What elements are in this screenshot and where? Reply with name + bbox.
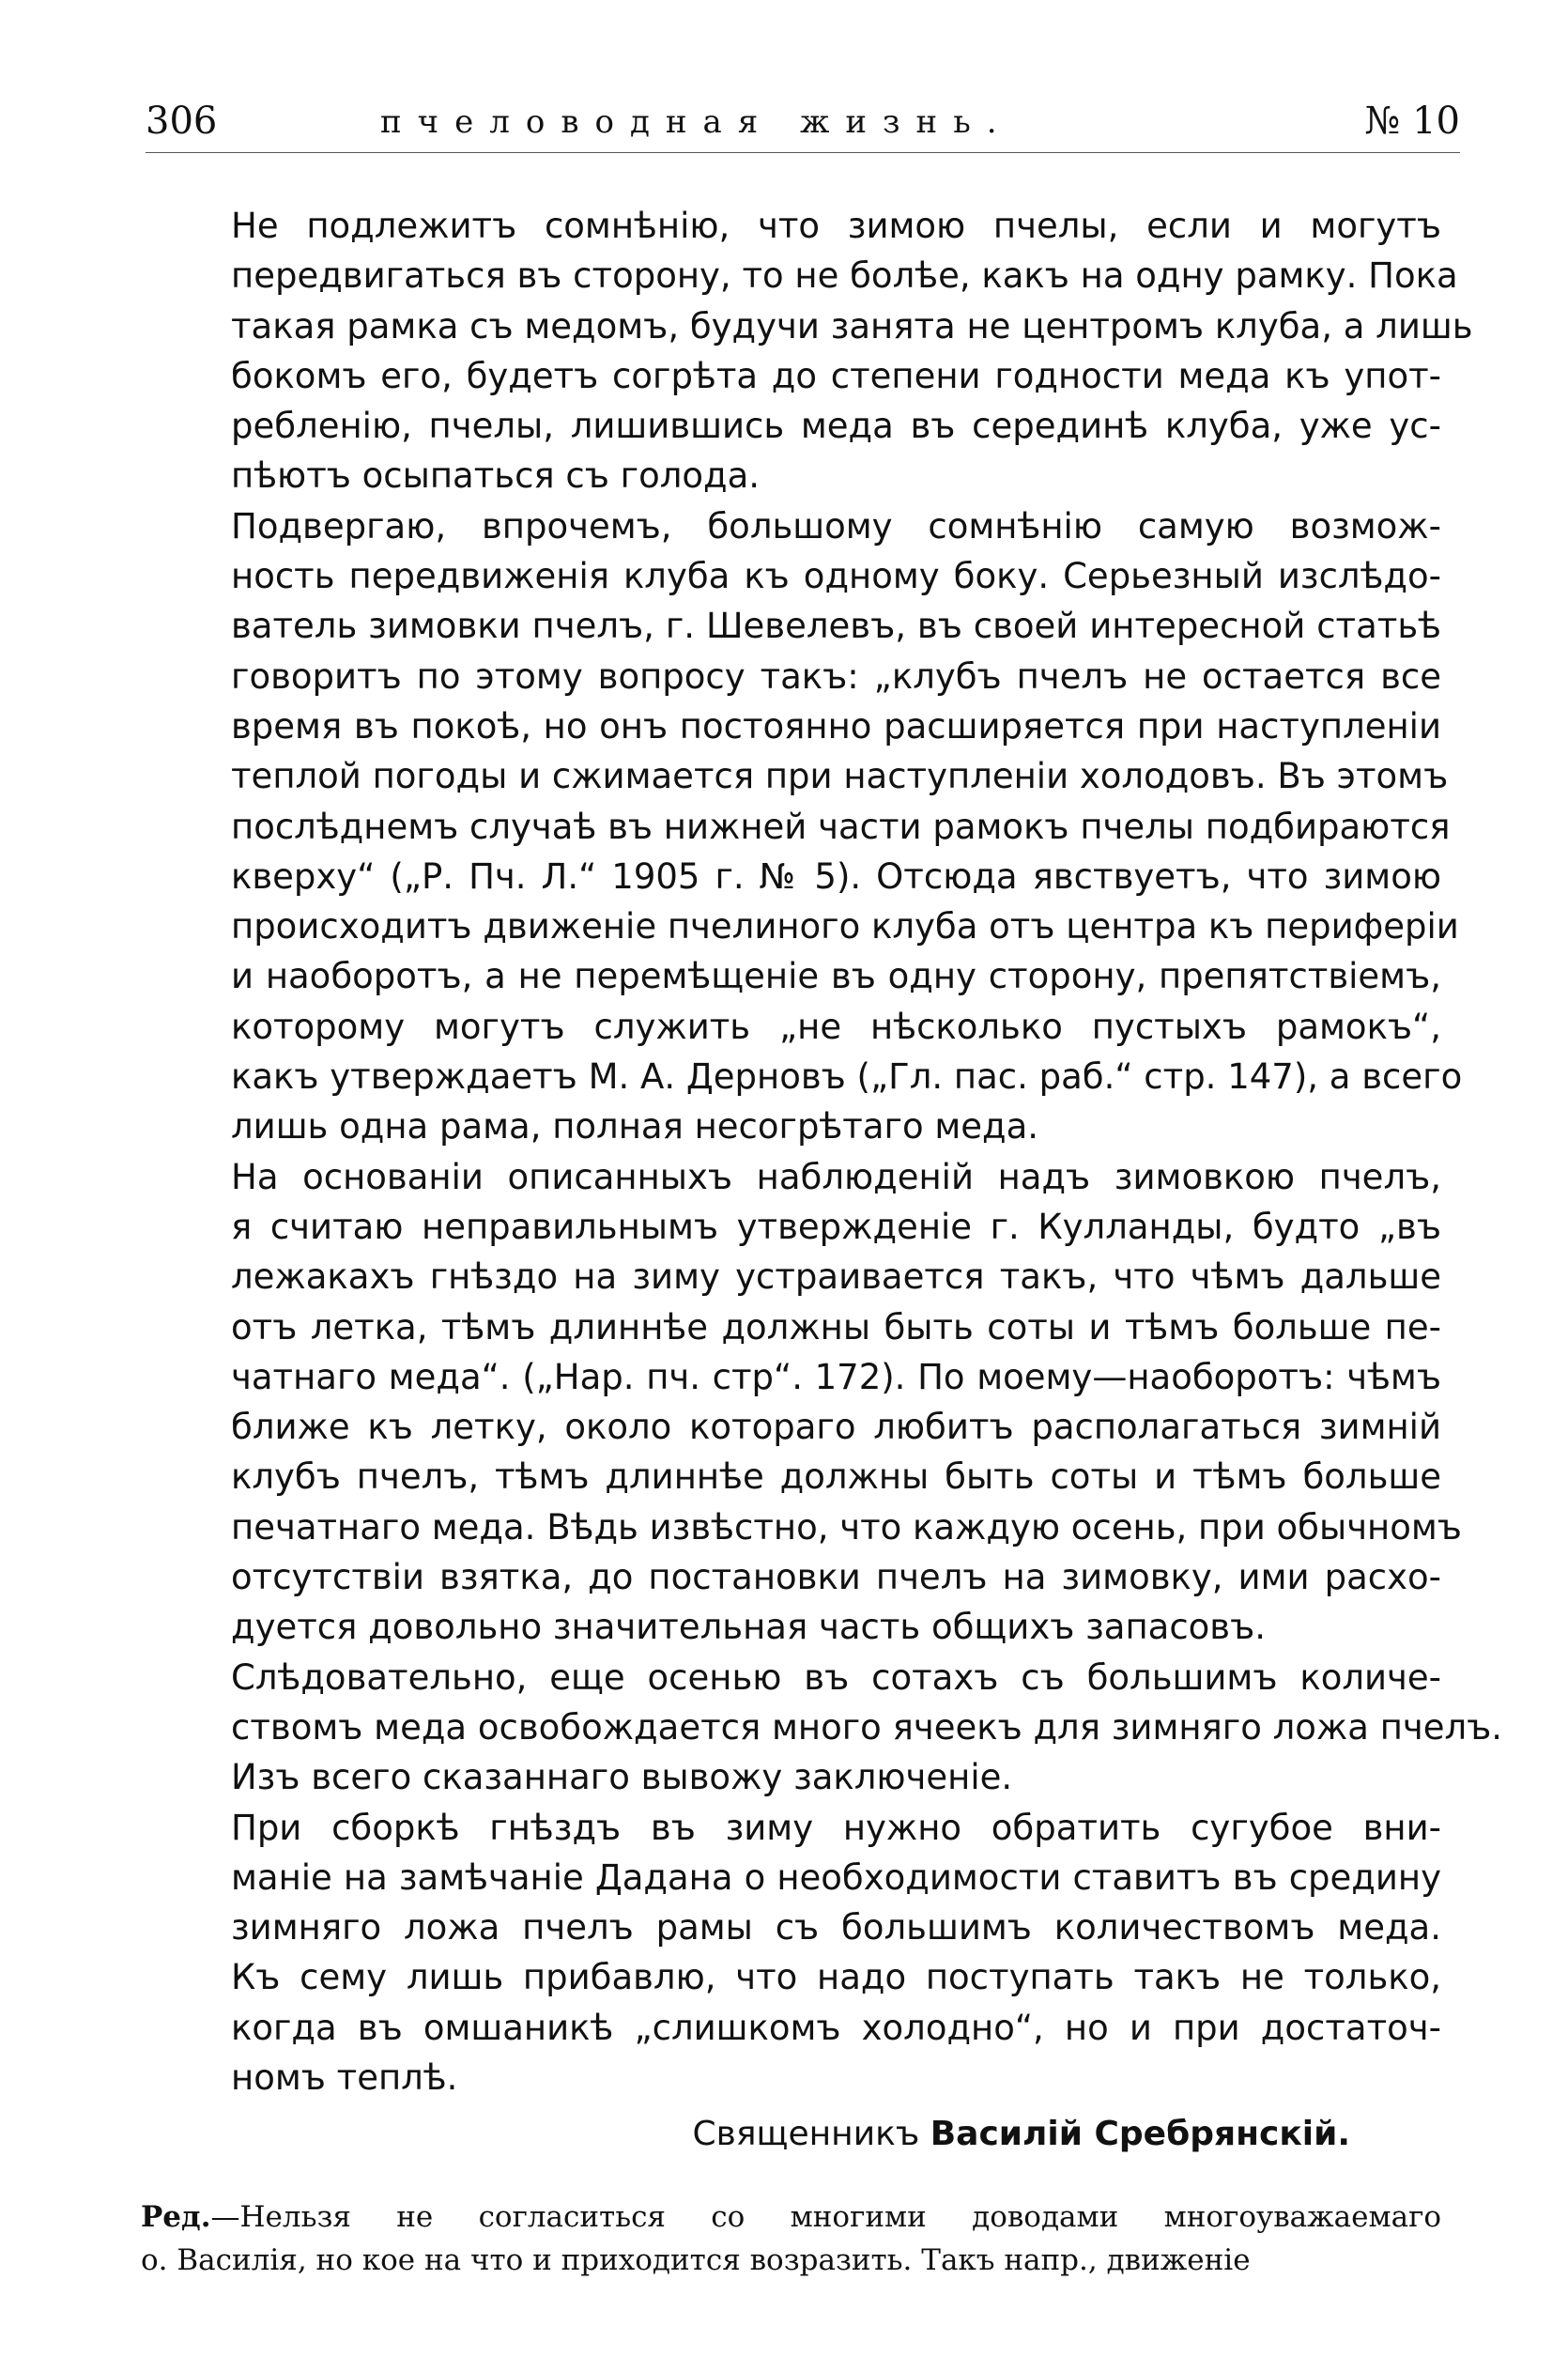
page-number: 306: [146, 100, 218, 143]
text-line: клубъ пчелъ, тѣмъ длиннѣе должны быть соты и тѣмъ больше: [231, 1456, 1441, 1498]
header-rule: [146, 152, 1460, 153]
text-line: печатнаго меда. Вѣдь извѣстно, что каждую осень, при обычномъ: [231, 1506, 1462, 1548]
paragraph: [141, 1752, 1441, 1802]
text-line: ность передвиженія клуба къ одному боку. Серьезный изслѣдо-: [231, 556, 1441, 597]
text-line: время въ покоѣ, но онъ постоянно расширяется при наступленіи: [231, 705, 1441, 747]
paragraph: [141, 1152, 1462, 1653]
text-line: я считаю неправильнымъ утвержденіе г. Кулланды, будто „въ: [231, 1206, 1441, 1247]
text-line: пѣютъ осыпаться съ голода.: [231, 455, 761, 497]
editor-note: [141, 2195, 1441, 2282]
signature: [0, 2115, 1568, 2153]
text-line: такая рамка съ медомъ, будучи занята не центромъ клуба, а лишь: [231, 305, 1473, 347]
text-line: На основаніи описанныхъ наблюденій надъ зимовкою пчелъ,: [231, 1156, 1441, 1197]
text-line: дуется довольно значительная часть общихъ запасовъ.: [231, 1607, 1267, 1648]
text-line: какъ утверждаетъ М. А. Дерновъ („Гл. пас. раб.“ стр. 147), а всего: [231, 1056, 1463, 1098]
text-line: ствомъ меда освобождается много ячеекъ для зимняго ложа пчелъ.: [231, 1706, 1503, 1748]
running-header: [146, 94, 1460, 160]
text-line: ребленію, пчелы, лишившись меда въ серединѣ клуба, уже ус-: [231, 406, 1441, 447]
text-line: передвигаться въ сторону, то не болѣе, какъ на одну рамку. Пока: [231, 255, 1458, 297]
text-line: Подвергаю, впрочемъ, большому сомнѣнію самую возмож-: [231, 505, 1441, 547]
text-line: отъ летка, тѣмъ длиннѣе должны быть соты и тѣмъ больше пе-: [231, 1306, 1441, 1348]
text-line: Не подлежитъ сомнѣнію, что зимою пчелы, если и могутъ: [231, 206, 1441, 246]
signature-name: Василій Сребрянскій.: [930, 2115, 1350, 2153]
text-line: Изъ всего сказаннаго вывожу заключеніе.: [231, 1757, 1013, 1798]
editor-note-line: о. Василія, но кое на что и приходится возразить. Такъ напр., движеніе: [141, 2243, 1251, 2277]
text-line: зимняго ложа пчелъ рамы съ большимъ количествомъ меда.: [231, 1907, 1441, 1948]
text-line: происходитъ движеніе пчелиного клуба отъ центра къ периферіи: [231, 906, 1459, 947]
text-line: послѣднемъ случаѣ въ нижней части рамокъ пчелы подбираются: [231, 806, 1451, 847]
text-line: теплой погоды и сжимается при наступленіи холодовъ. Въ этомъ: [231, 756, 1449, 797]
text-line: ватель зимовки пчелъ, г. Шевелевъ, въ своей интересной статьѣ: [231, 606, 1441, 647]
signature-title: Священникъ: [692, 2115, 920, 2153]
text-line: бокомъ его, будетъ согрѣта до степени годности меда къ упот-: [231, 355, 1441, 396]
text-line: лежакахъ гнѣздо на зиму устраивается такъ, что чѣмъ дальше: [231, 1256, 1441, 1298]
text-line: лишь одна рама, полная несогрѣтаго меда.: [231, 1106, 1039, 1147]
text-line: Слѣдовательно, еще осенью въ сотахъ съ большимъ количе-: [231, 1656, 1441, 1698]
editor-note-line: [141, 2195, 1441, 2239]
editor-note-text: —Нельзя не согласиться со многими доводами многоуважаемаго: [210, 2200, 1441, 2234]
text-line: которому могутъ служить „не нѣсколько пустыхъ рамокъ“,: [231, 1006, 1441, 1047]
paragraph: [141, 1803, 1441, 2103]
text-line: Къ сему лишь прибавлю, что надо поступать такъ не только,: [231, 1957, 1441, 1998]
text-line: маніе на замѣчаніе Дадана о необходимости ставитъ въ средину: [231, 1856, 1441, 1898]
text-line: ближе къ летку, около котораго любитъ располагаться зимній: [231, 1407, 1441, 1448]
text-line: и наоборотъ, а не перемѣщеніе въ одну сторону, препятствіемъ,: [231, 956, 1441, 997]
editor-note-label: Ред.: [141, 2200, 211, 2234]
text-line: отсутствіи взятка, до постановки пчелъ на зимовку, ими расхо-: [231, 1557, 1441, 1598]
journal-title: пчеловодная жизнь.: [380, 103, 1013, 141]
text-line: кверху“ („Р. Пч. Л.“ 1905 г. № 5). Отсюда явствуетъ, что зимою: [231, 855, 1441, 897]
paragraph: [141, 201, 1473, 501]
text-line: При сборкѣ гнѣздъ въ зиму нужно обратить сугубое вни-: [231, 1807, 1441, 1848]
issue-number: № 10: [1364, 100, 1460, 143]
text-line: чатнаго меда“. („Нар. пч. стр“. 172). По моему—наоборотъ: чѣмъ: [231, 1356, 1441, 1397]
text-line: говоритъ по этому вопросу такъ: „клубъ пчелъ не остается все: [231, 655, 1441, 697]
paragraph: [141, 1653, 1503, 1753]
paragraph: [141, 501, 1463, 1152]
text-line: номъ теплѣ.: [231, 2056, 458, 2098]
article-body: [141, 201, 1503, 2102]
text-line: когда въ омшаникѣ „слишкомъ холодно“, но и при достаточ-: [231, 2007, 1441, 2048]
